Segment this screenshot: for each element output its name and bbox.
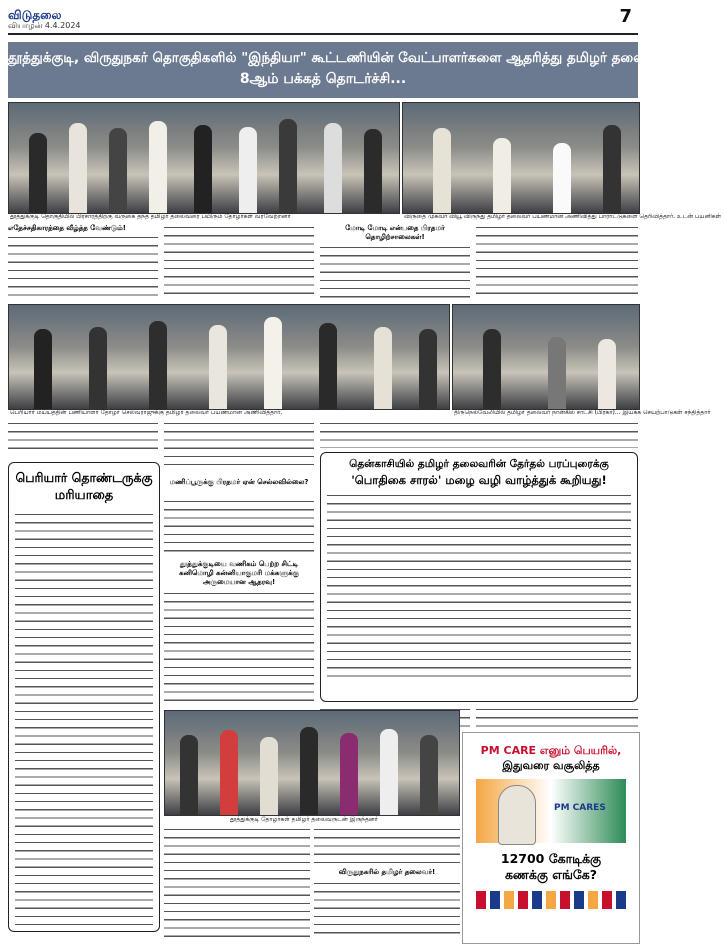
tenkasi-box-title1: தென்காசியில் தமிழர் தலைவரின் தேர்தல் பரப்புரைக்கு [349, 458, 609, 470]
body-text-col2-b [164, 420, 314, 472]
pm-portrait [476, 779, 626, 843]
page-number: 7 [619, 6, 632, 27]
headline-line2: 8ஆம் பக்கத் தொடர்ச்சி... [239, 71, 407, 87]
photo-comrades [164, 710, 460, 816]
body-text-col2-c [164, 498, 314, 558]
caption-photo1: தூத்துக்குடி தொகுதியில் பிரசாரத்திற்கு வருகை தந்த தமிழர் தலைவரை பயிரும் தோழர்கள் வரவேற்றனர் [10, 213, 291, 220]
pm-cares-logo: PM CARES [554, 803, 606, 813]
caption-photo2: விருதை முகவர் வியூ விருந்து தமிழர் தலைவர் பயணமான அணிவித்து பாராட்டுகளை தெரிவித்தார். உடன் பயனிகள் [404, 213, 722, 220]
party-logos-strip [476, 891, 626, 909]
headline-line1: தூத்துக்குடி, விருதுநகர் தொகுதிகளில் "இந்தியா" கூட்டணியின் வேட்பாளர்களை ஆதரித்து தமிழர் தலைவர் பரப்புரை [8, 50, 726, 66]
body-text-col3-f [314, 880, 460, 938]
newspaper-logo: விடுதலை [8, 8, 62, 22]
pm-care-title1: PM CARE எனும் பெயரில், [480, 744, 622, 757]
photo-periyar-centre [8, 304, 450, 410]
body-text-col3-a [320, 244, 470, 300]
tenkasi-box-body [327, 492, 631, 680]
caption-photo5: தூத்துக்குடி தோழர்கள் தமிழர் தலைவருடன் இருந்தனர் [230, 816, 378, 823]
masthead-rule [8, 33, 638, 35]
body-text-col2-d [164, 590, 314, 702]
body-text-col3-e [314, 826, 460, 866]
body-text-col1-a [8, 234, 158, 300]
section-head-col1: எதேச்சதிகாரத்தை வீழ்த்த வேண்டும்! [8, 224, 126, 232]
photo-virudhunagar [402, 102, 640, 214]
body-text-col3-b [320, 420, 638, 448]
pm-care-ad [462, 732, 640, 944]
issue-date: வியாழன் 4.4.2024 [8, 21, 81, 30]
photo-thoothukudi-welcome [8, 102, 400, 214]
portrait-icon [498, 785, 536, 845]
periyar-box-body [15, 511, 153, 929]
section-head-virudhunagar: விருதுநகரில் தமிழர் தலைவர்! [338, 868, 436, 876]
pm-care-title2: இதுவரை வசூலித்த [502, 759, 600, 772]
body-text-col4-c [476, 706, 638, 730]
masthead [8, 6, 638, 32]
tenkasi-box-title2: 'பொதிகை சாரல்' மழை வழி வாழ்த்துக் கூறியது! [351, 473, 607, 487]
periyar-box-title1: பெரியார் தொண்டருக்கு [15, 470, 153, 485]
periyar-tribute-box [8, 462, 160, 932]
body-text-col2-a [164, 224, 314, 300]
headline-banner [8, 42, 726, 98]
section-head-manipur: மணிப்பூருக்கு பிரதமர் ஏன் செல்லவில்லை? [169, 478, 309, 486]
body-text-col2-e [164, 826, 310, 938]
pm-care-question1: 12700 கோடிக்கு [500, 851, 602, 866]
pm-care-question2: கணக்கு எங்கே? [504, 867, 598, 882]
section-head-col3: மோடி மோடி என்பதை பிரதமர் தொழிற்சாலைகள்! [345, 224, 445, 241]
tenkasi-campaign-box [320, 452, 638, 702]
photo-tirunelveli [452, 304, 640, 410]
caption-photo3: பெரியார் மய்யத்தின் பணியாளர் தோழர் செல்வராஜுக்கு தமிழர் தலைவர் பயணமான அணிவித்தார். [10, 409, 283, 416]
body-text-col1-b [8, 420, 158, 456]
periyar-box-title2: மரியாதை [54, 488, 114, 503]
caption-photo4: திருநெல்வேலியில் தமிழர் தலைவர் நான்கில் சாட்சி (பிரகா)... இயக்க செயற்பாடுகள் சந்தித்தார் [454, 409, 711, 416]
section-head-kanimozhi: தூத்துக்குடியை வணிகம் பெற்ற சிட்டி கனிமொழி கன்னியாகுமரி மக்களுக்கு அருமையான ஆதரவு! [179, 560, 299, 586]
body-text-col4-a [476, 224, 638, 300]
